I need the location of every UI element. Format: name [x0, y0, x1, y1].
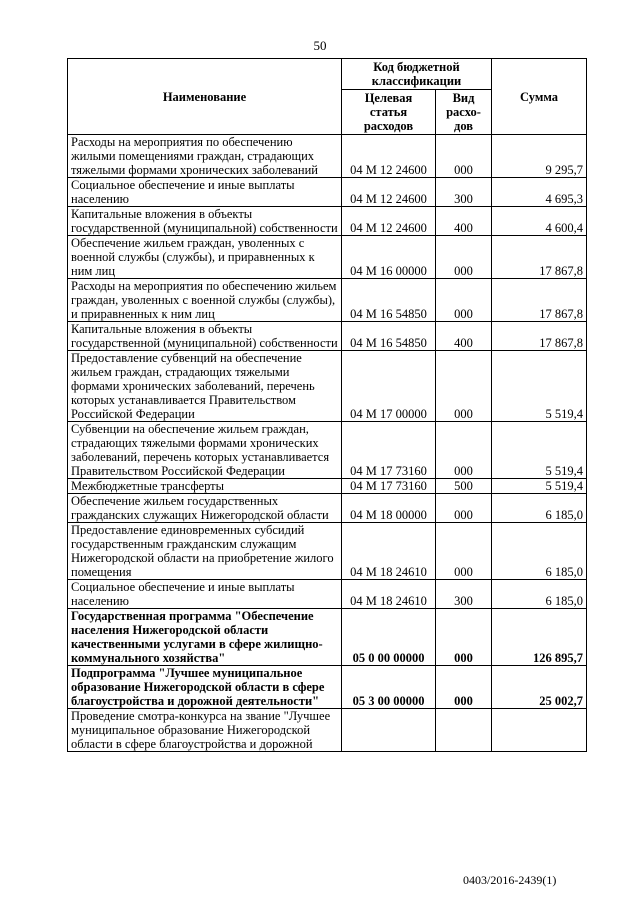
cell-csr: 04 М 12 24600 [342, 207, 436, 236]
cell-vid: 300 [436, 178, 492, 207]
cell-csr: 04 М 18 24610 [342, 580, 436, 609]
cell-vid: 300 [436, 580, 492, 609]
budget-table [67, 58, 587, 752]
cell-name: Расходы на мероприятия по обеспечению жильем граждан, уволенных с военной службы (службы), и приравненных к ним лиц [68, 279, 342, 322]
table-row [68, 709, 587, 752]
cell-name: Предоставление единовременных субсидий государственным гражданским служащим Нижегородской области на приобретение жилого помещения [68, 523, 342, 580]
cell-sum: 25 002,7 [492, 666, 587, 709]
cell-vid: 000 [436, 351, 492, 422]
page-number: 50 [313, 38, 327, 53]
table-row [68, 236, 587, 279]
cell-sum: 6 185,0 [492, 523, 587, 580]
table-row [68, 479, 587, 494]
table-row [68, 207, 587, 236]
table-row [68, 494, 587, 523]
cell-csr: 04 М 17 73160 [342, 422, 436, 479]
cell-csr: 05 3 00 00000 [342, 666, 436, 709]
cell-csr: 04 М 18 24610 [342, 523, 436, 580]
cell-name: Межбюджетные трансферты [68, 479, 342, 494]
cell-name: Обеспечение жильем граждан, уволенных с военной службы (службы), и приравненных к ним лиц [68, 236, 342, 279]
table-row [68, 422, 587, 479]
cell-csr: 04 М 16 54850 [342, 322, 436, 351]
cell-name: Подпрограмма "Лучшее муниципальное образование Нижегородской области в сфере благоустройства и дорожной деятельности" [68, 666, 342, 709]
cell-vid: 000 [436, 135, 492, 178]
cell-sum [492, 709, 587, 752]
cell-vid: 400 [436, 322, 492, 351]
cell-csr: 04 М 16 00000 [342, 236, 436, 279]
cell-name: Субвенции на обеспечение жильем граждан, страдающих тяжелыми формами хронических заболеваний, перечень которых устанавливается Правительством Российской Федерации [68, 422, 342, 479]
cell-sum: 9 295,7 [492, 135, 587, 178]
cell-csr: 04 М 12 24600 [342, 135, 436, 178]
header-vid: Вид расхо- дов [436, 90, 492, 135]
cell-sum: 5 519,4 [492, 479, 587, 494]
cell-vid: 000 [436, 609, 492, 666]
cell-sum: 6 185,0 [492, 494, 587, 523]
header-name: Наименование [68, 59, 342, 135]
footer-document-code: 0403/2016-2439(1) [463, 873, 557, 887]
cell-sum: 17 867,8 [492, 236, 587, 279]
cell-csr: 04 М 18 00000 [342, 494, 436, 523]
cell-vid: 500 [436, 479, 492, 494]
cell-vid [436, 709, 492, 752]
cell-vid: 000 [436, 494, 492, 523]
cell-vid: 000 [436, 236, 492, 279]
cell-name: Проведение смотра-конкурса на звание "Лучшее муниципальное образование Нижегородской области в сфере благоустройства и дорожной [68, 709, 342, 752]
cell-sum: 6 185,0 [492, 580, 587, 609]
cell-name: Расходы на мероприятия по обеспечению жилыми помещениями граждан, страдающих тяжелыми формами хронических заболеваний [68, 135, 342, 178]
cell-sum: 126 895,7 [492, 609, 587, 666]
table-row [68, 178, 587, 207]
cell-vid: 000 [436, 422, 492, 479]
cell-name: Капитальные вложения в объекты государственной (муниципальной) собственности [68, 322, 342, 351]
cell-name: Капитальные вложения в объекты государственной (муниципальной) собственности [68, 207, 342, 236]
cell-csr: 04 М 17 73160 [342, 479, 436, 494]
cell-sum: 4 695,3 [492, 178, 587, 207]
header-sum: Сумма [492, 59, 587, 135]
cell-sum: 5 519,4 [492, 422, 587, 479]
table-row [68, 322, 587, 351]
table-row [68, 279, 587, 322]
cell-sum: 17 867,8 [492, 279, 587, 322]
header-row-1 [68, 59, 587, 90]
cell-sum: 17 867,8 [492, 322, 587, 351]
cell-csr: 04 М 12 24600 [342, 178, 436, 207]
cell-vid: 000 [436, 279, 492, 322]
cell-name: Предоставление субвенций на обеспечение жильем граждан, страдающих тяжелыми формами хронических заболеваний, перечень которых устанавливается Правительством Российской Федерации [68, 351, 342, 422]
cell-vid: 000 [436, 523, 492, 580]
cell-csr: 05 0 00 00000 [342, 609, 436, 666]
cell-name: Обеспечение жильем государственных гражданских служащих Нижегородской области [68, 494, 342, 523]
table-row [68, 580, 587, 609]
header-code-group: Код бюджетной классификации [342, 59, 492, 90]
table-row [68, 609, 587, 666]
cell-csr: 04 М 17 00000 [342, 351, 436, 422]
cell-vid: 400 [436, 207, 492, 236]
table-row [68, 666, 587, 709]
cell-name: Государственная программа "Обеспечение населения Нижегородской области качественными услугами в сфере жилищно-коммунального хозяйства" [68, 609, 342, 666]
cell-csr: 04 М 16 54850 [342, 279, 436, 322]
table-row [68, 351, 587, 422]
cell-name: Социальное обеспечение и иные выплаты населению [68, 178, 342, 207]
cell-vid: 000 [436, 666, 492, 709]
header-csr: Целевая статья расходов [342, 90, 436, 135]
cell-sum: 5 519,4 [492, 351, 587, 422]
table-row [68, 523, 587, 580]
cell-name: Социальное обеспечение и иные выплаты населению [68, 580, 342, 609]
cell-csr [342, 709, 436, 752]
table-row [68, 135, 587, 178]
cell-sum: 4 600,4 [492, 207, 587, 236]
